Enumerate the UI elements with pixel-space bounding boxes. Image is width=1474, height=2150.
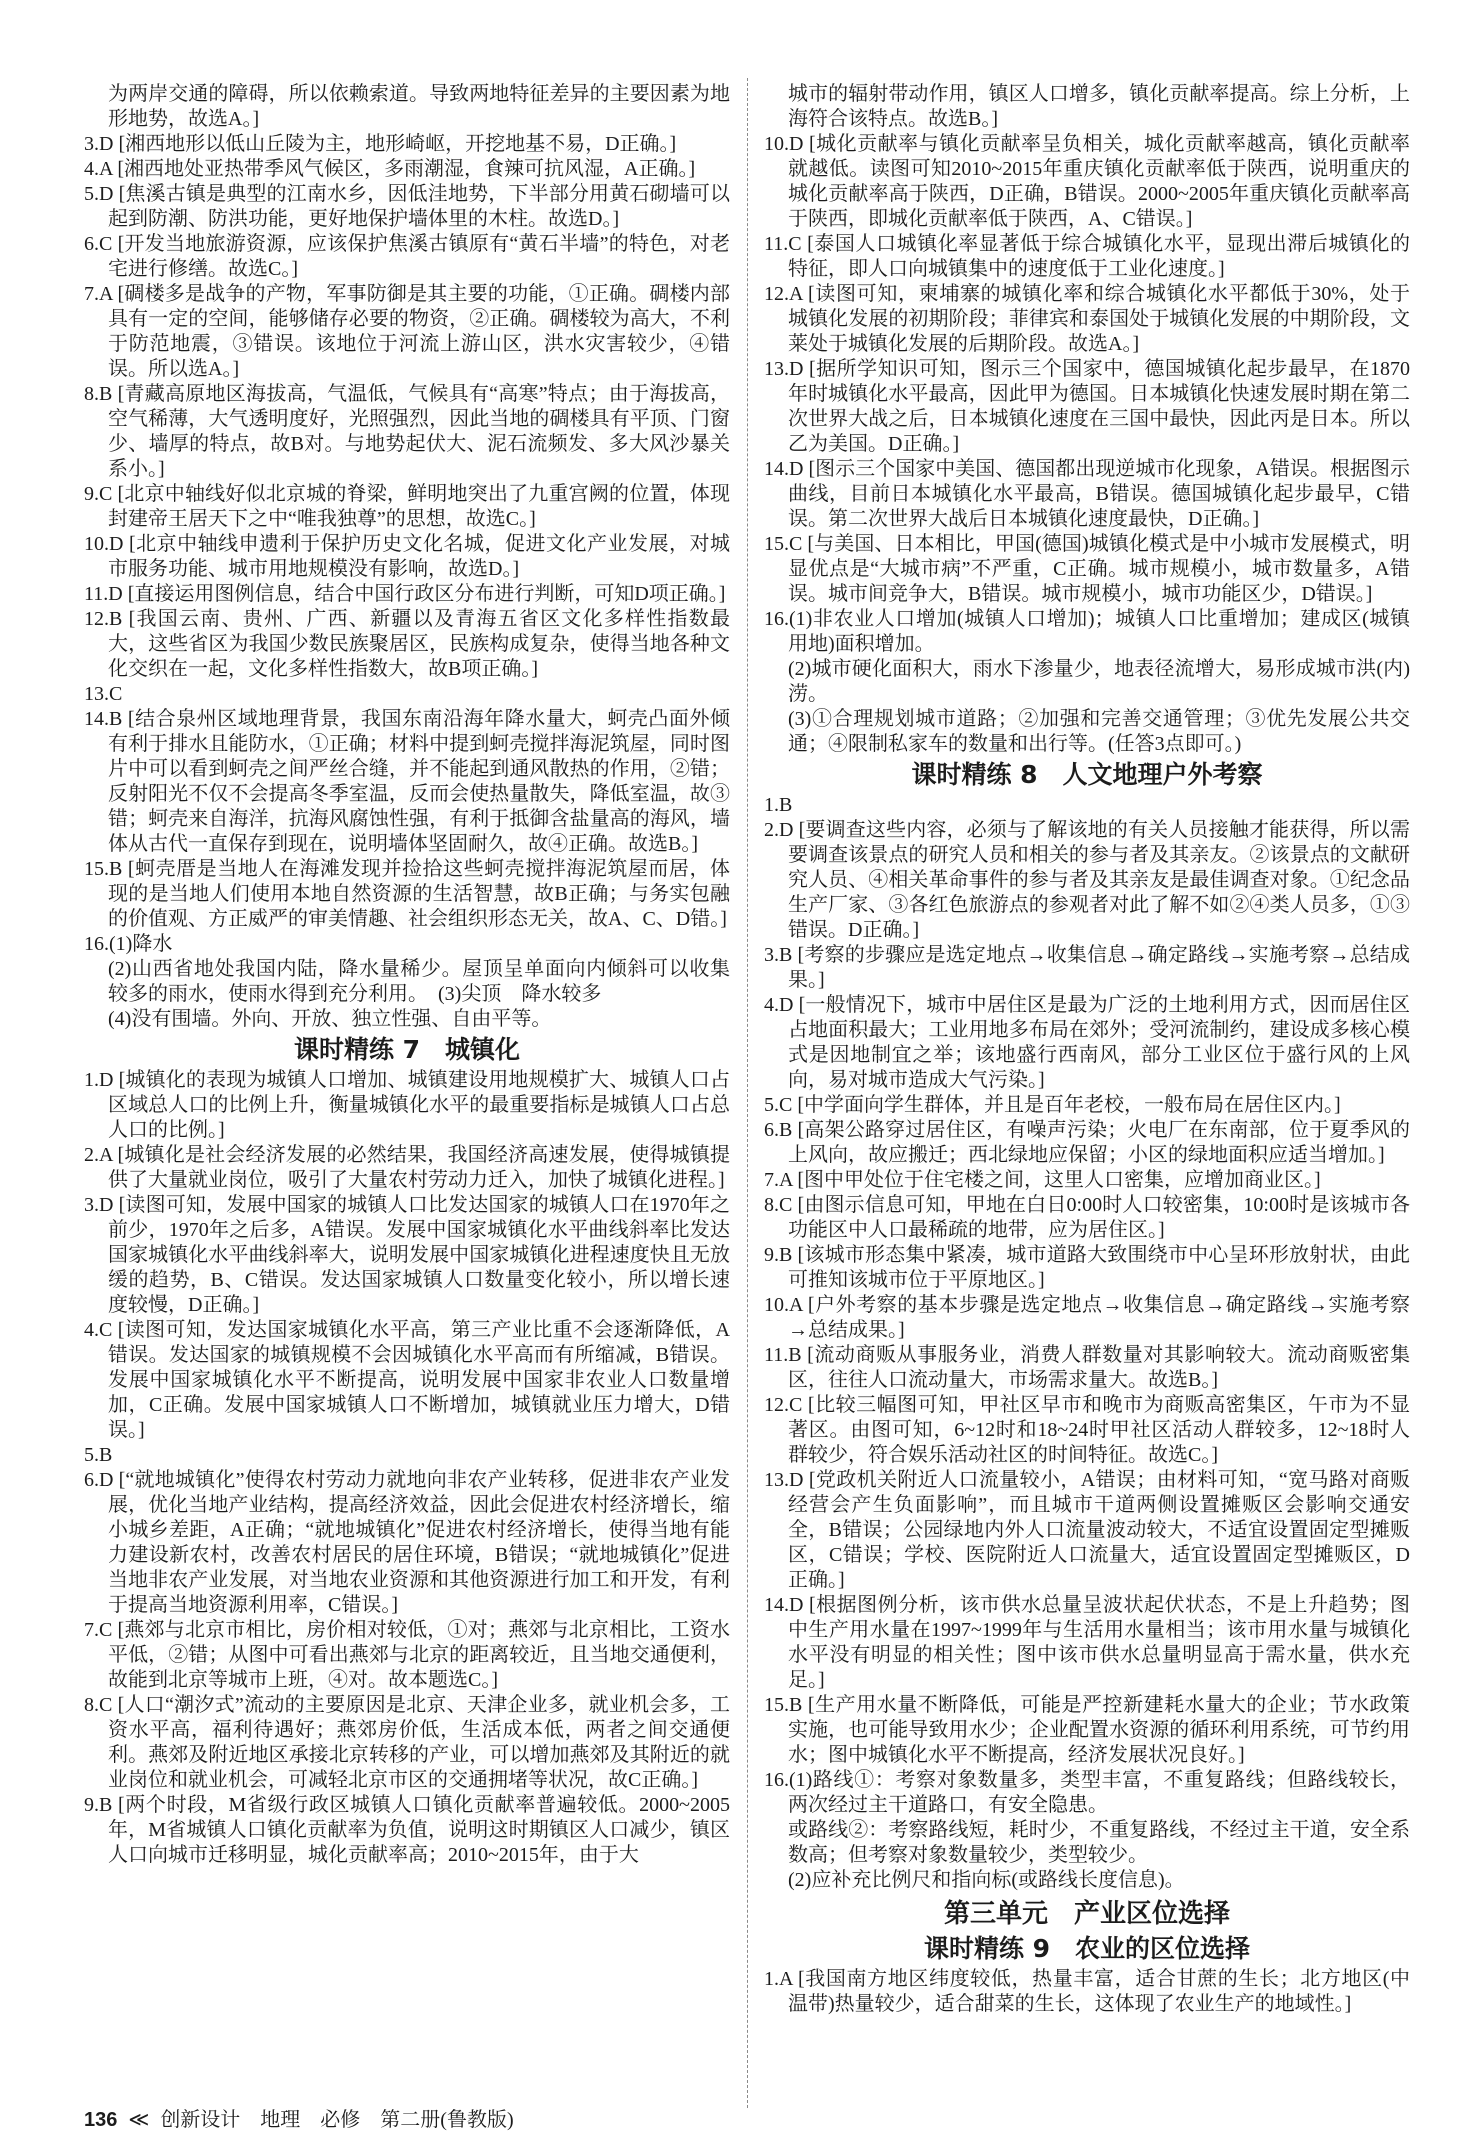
answer-item: 13.D [党政机关附近人口流量较小，A错误；由材料可知，“宽马路对商贩经营会产生负面影响”，而且城市干道两侧设置摊贩区会影响交通安全，B错误；公园绿地内外人口流量波动较大，不适宜设置固定型摊贩区，C错误；学校、医院附近人口流量大，适宜设置固定型摊贩区，D正确。] — [764, 1469, 1410, 1591]
answer-item: 6.C [开发当地旅游资源，应该保护焦溪古镇原有“黄石半墙”的特色，对老宅进行修缮。故选C。] — [84, 233, 730, 280]
answer-subpart: (4)没有围墙。外向、开放、独立性强、自由平等。 — [108, 1008, 552, 1030]
answer-item: 9.B [该城市形态集中紧凑，城市道路大致围绕市中心呈环形放射状，由此可推知该城市位于平原地区。] — [764, 1244, 1410, 1291]
answer-item: 6.D [“就地城镇化”使得农村劳动力就地向非农产业转移，促进非农产业发展，优化当地产业结构，提高经济效益，因此会促进农村经济增长，缩小城乡差距，A正确；“就地城镇化”促进农村经济增长，使得当地有能力建设新农村，改善农村居民的居住环境，B错误；“就地城镇化”促进当地非农产业发展，对当地农业资源和其他资源进行加工和开发，有利于提高当地资源利用率，C错误。] — [84, 1469, 730, 1616]
answer-item: 11.D [直接运用图例信息，结合中国行政区分布进行判断，可知D项正确。] — [84, 583, 726, 605]
answer-item: 15.C [与美国、日本相比，甲国(德国)城镇化模式是中小城市发展模式，明显优点是“大城市病”不严重，C正确。城市规模小，城市数量多，A错误。城市间竞争大，B错误。城市规模小，城市功能区少，D错误。] — [764, 533, 1410, 605]
answer-item: 11.B [流动商贩从事服务业，消费人群数量对其影响较大。流动商贩密集区，往往人口流动量大，市场需求量大。故选B。] — [764, 1344, 1410, 1391]
answer-item: 2.A [城镇化是社会经济发展的必然结果，我国经济高速发展，使得城镇提供了大量就业岗位，吸引了大量农村劳动力迁入，加快了城镇化进程。] — [84, 1144, 730, 1191]
answer-item: 12.C [比较三幅图可知，甲社区早市和晚市为商贩高密集区，午市为不显著区。由图可知，6~12时和18~24时甲社区活动人群较多，12~18时人群较少，符合娱乐活动社区的时间特征。故选C。] — [764, 1394, 1410, 1466]
answer-item: 2.D [要调查这些内容，必须与了解该地的有关人员接触才能获得，所以需要调查该景点的研究人员和相关的参与者及其亲友。②该景点的文献研究人员、④相关革命事件的参与者及其亲友是最佳调查对象。①纪念品生产厂家、③各红色旅游点的参观者对此了解不如②④类人员多，①③错误。D正确。] — [764, 819, 1410, 941]
answer-subpart: (3)①合理规划城市道路；②加强和完善交通管理；③优先发展公共交通；④限制私家车的数量和出行等。(任答3点即可。) — [788, 708, 1410, 755]
answer-item: 9.B [两个时段，M省级行政区城镇人口镇化贡献率普遍较低。2000~2005年，M省城镇人口镇化贡献率为负值，说明这时期镇区人口减少，镇区人口向城市迁移明显，城化贡献率高；2010~2015年，由于大 — [84, 1794, 730, 1866]
answer-item: 11.C [泰国人口城镇化率显著低于综合城镇化水平，显现出滞后城镇化的特征，即人口向城镇集中的速度低于工业化速度。] — [764, 233, 1410, 280]
right-column — [764, 82, 1410, 2017]
answer-item: 1.A [我国南方地区纬度较低，热量丰富，适合甘蔗的生长；北方地区(中温带)热量较少，适合甜菜的生长，这体现了农业生产的地域性。] — [764, 1968, 1410, 2015]
answer-subpart: (2)应补充比例尺和指向标(或路线长度信息)。 — [788, 1869, 1185, 1891]
answer-item: 15.B [蚵壳厝是当地人在海滩发现并捡拾这些蚵壳搅拌海泥筑屋而居，体现的是当地人们使用本地自然资源的生活智慧，故B正确；与务实包融的价值观、方正威严的审美情趣、社会组织形态无关，故A、C、D错。] — [84, 858, 730, 930]
answer-item: 5.D [焦溪古镇是典型的江南水乡，因低洼地势，下半部分用黄石砌墙可以起到防潮、防洪功能，更好地保护墙体里的木柱。故选D。] — [84, 183, 730, 230]
unit-heading-3: 第三单元 产业区位选择 — [943, 1899, 1230, 1929]
answer-item: 9.C [北京中轴线好似北京城的脊梁，鲜明地突出了九重宫阙的位置，体现封建帝王居天下之中“唯我独尊”的思想，故选C。] — [84, 483, 730, 530]
answer-item: 4.D [一般情况下，城市中居住区是最为广泛的土地利用方式，因而居住区占地面积最大；工业用地多布局在郊外；受河流制约，建设成多核心模式是因地制宜之举；该地盛行西南风，部分工业区位于盛行风的上风向，易对城市造成大气污染。] — [764, 994, 1410, 1091]
book-info: 创新设计 地理 必修 第二册(鲁教版) — [160, 2109, 514, 2131]
answer-item: 12.B [我国云南、贵州、广西、新疆以及青海五省区文化多样性指数最大，这些省区为我国少数民族聚居区，民族构成复杂，使得当地各种文化交织在一起，文化多样性指数大，故B项正确。] — [84, 608, 730, 680]
answer-item: 16.(1)降水 — [84, 933, 173, 955]
answer-item: 5.C [中学面向学生群体，并且是百年老校，一般布局在居住区内。] — [764, 1094, 1341, 1116]
answer-item: 1.D [城镇化的表现为城镇人口增加、城镇建设用地规模扩大、城镇人口占区域总人口的比例上升，衡量城镇化水平的最重要指标是城镇人口占总人口的比例。] — [84, 1069, 730, 1141]
answer-continuation: 为两岸交通的障碍，所以依赖索道。导致两地特征差异的主要因素为地形地势，故选A。] — [108, 83, 730, 130]
answer-item: 10.D [城化贡献率与镇化贡献率呈负相关，城化贡献率越高，镇化贡献率就越低。读图可知2010~2015年重庆镇化贡献率低于陕西，说明重庆的城化贡献率高于陕西，D正确，B错误。2000~2005年重庆镇化贡献率高于陕西，即城化贡献率低于陕西，A、C错误。] — [764, 133, 1410, 230]
answer-item: 7.A [图中甲处位于住宅楼之间，这里人口密集，应增加商业区。] — [764, 1169, 1321, 1191]
answer-item: 14.D [图示三个国家中美国、德国都出现逆城市化现象，A错误。根据图示曲线，目前日本城镇化水平最高，B错误。德国城镇化起步最早，C错误。第二次世界大战后日本城镇化速度最快，D正确。] — [764, 458, 1410, 530]
answer-item: 6.B [高架公路穿过居住区，有噪声污染；火电厂在东南部，位于夏季风的上风向，故应搬迁；西北绿地应保留；小区的绿地面积应适当增加。] — [764, 1119, 1410, 1166]
answer-item: 4.C [读图可知，发达国家城镇化水平高，第三产业比重不会逐渐降低，A错误。发达国家的城镇规模不会因城镇化水平高而有所缩减，B错误。发展中国家城镇化水平不断提高，说明发展中国家非农业人口数量增加，C正确。发展中国家城镇人口不断增加，城镇就业压力增大，D错误。] — [84, 1319, 730, 1441]
answer-item: 8.C [由图示信息可知，甲地在白日0:00时人口较密集，10:00时是该城市各功能区中人口最稀疏的地带，应为居住区。] — [764, 1194, 1410, 1241]
answer-item: 12.A [读图可知，柬埔寨的城镇化率和综合城镇化水平都低于30%，处于城镇化发展的初期阶段；菲律宾和泰国处于城镇化发展的中期阶段，文莱处于城镇化发展的后期阶段。故选A。] — [764, 283, 1410, 355]
answer-subpart: (2)山西省地处我国内陆，降水量稀少。屋顶呈单面向内倾斜可以收集较多的雨水，使雨水得到充分利用。 (3)尖顶 降水较多 — [108, 958, 730, 1005]
answer-item: 14.B [结合泉州区域地理背景，我国东南沿海年降水量大，蚵壳凸面外倾有利于排水且能防水，①正确；材料中提到蚵壳搅拌海泥筑屋，同时图片中可以看到蚵壳之间严丝合缝，并不能起到通风散热的作用，②错；反射阳光不仅不会提高冬季室温，反而会使热量散失，降低室温，故③错；蚵壳来自海洋，抗海风腐蚀性强，有利于抵御含盐量高的海风，墙体从古代一直保存到现在，说明墙体坚固耐久，故④正确。故选B。] — [84, 708, 730, 855]
answer-item: 1.B — [764, 794, 793, 816]
answer-item: 16.(1)路线①：考察对象数量多，类型丰富，不重复路线；但路线较长，两次经过主干道路口，有安全隐患。 — [764, 1769, 1410, 1816]
answer-item: 15.B [生产用水量不断降低，可能是严控新建耗水量大的企业；节水政策实施，也可能导致用水少；企业配置水资源的循环利用系统，可节约用水；图中城镇化水平不断提高，经济发展状况良好。] — [764, 1694, 1410, 1766]
answer-subpart: (2)城市硬化面积大，雨水下渗量少，地表径流增大，易形成城市洪(内)涝。 — [788, 658, 1410, 705]
answer-item: 5.B — [84, 1444, 113, 1466]
answer-item: 13.C — [84, 683, 123, 705]
answer-item: 14.D [根据图例分析，该市供水总量呈波状起伏状态，不是上升趋势；图中生产用水量在1997~1999年与生活用水量相当；该市用水量与城镇化水平没有明显的相关性；图中该市供水总量明显高于需水量，供水充足。] — [764, 1594, 1410, 1691]
answer-item: 8.B [青藏高原地区海拔高，气温低，气候具有“高寒”特点；由于海拔高，空气稀薄，大气透明度好，光照强烈，因此当地的碉楼具有平顶、门窗少、墙厚的特点，故B对。与地势起伏大、泥石流频发、多大风沙暴关系小。] — [84, 383, 730, 480]
answer-item: 10.D [北京中轴线申遗利于保护历史文化名城，促进文化产业发展，对城市服务功能、城市用地规模没有影响，故选D。] — [84, 533, 730, 580]
answer-item: 10.A [户外考察的基本步骤是选定地点→收集信息→确定路线→实施考察→总结成果。] — [764, 1294, 1410, 1341]
answer-item: 16.(1)非农业人口增加(城镇人口增加)；城镇人口比重增加；建成区(城镇用地)面积增加。 — [764, 608, 1410, 655]
answer-item: 13.D [据所学知识可知，图示三个国家中，德国城镇化起步最早，在1870年时城镇化水平最高，因此甲为德国。日本城镇化快速发展时期在第二次世界大战之后，日本城镇化速度在三国中最快，因此丙是日本。所以乙为美国。D正确。] — [764, 358, 1410, 455]
answer-item: 7.C [燕郊与北京市相比，房价相对较低，①对；燕郊与北京相比，工资水平低，②错；从图中可看出燕郊与北京的距离较近，且当地交通便利，故能到北京等城市上班，④对。故本题选C。] — [84, 1619, 730, 1691]
section-heading-8: 课时精练 8 人文地理户外考察 — [911, 760, 1263, 789]
answer-item: 3.D [读图可知，发展中国家的城镇人口比发达国家的城镇人口在1970年之前少，1970年之后多，A错误。发展中国家城镇化水平曲线斜率比发达国家城镇化水平曲线斜率大，说明发展中国家城镇化进程速度快且无放缓的趋势，B、C错误。发达国家城镇人口数量变化较小，所以增长速度较慢，D正确。] — [84, 1194, 730, 1316]
left-column — [84, 82, 730, 1868]
answer-item: 3.D [湘西地形以低山丘陵为主，地形崎岖，开挖地基不易，D正确。] — [84, 133, 677, 155]
page-number: 136 — [84, 2109, 118, 2131]
section-heading-9: 课时精练 9 农业的区位选择 — [923, 1934, 1251, 1963]
answer-subpart: 或路线②：考察路线短，耗时少，不重复路线，不经过主干道，安全系数高；但考察对象数量较少，类型较少。 — [788, 1819, 1410, 1866]
column-divider — [747, 78, 748, 2108]
answer-item: 8.C [人口“潮汐式”流动的主要原因是北京、天津企业多，就业机会多，工资水平高，福利待遇好；燕郊房价低，生活成本低，两者之间交通便利。燕郊及附近地区承接北京转移的产业，可以增加燕郊及其附近的就业岗位和就业机会，可减轻北京市区的交通拥堵等状况，故C正确。] — [84, 1694, 730, 1791]
answer-item: 4.A [湘西地处亚热带季风气候区，多雨潮湿，食辣可抗风湿，A正确。] — [84, 158, 696, 180]
section-heading-7: 课时精练 7 城镇化 — [293, 1035, 521, 1064]
answer-continuation: 城市的辐射带动作用，镇区人口增多，镇化贡献率提高。综上分析，上海符合该特点。故选B。] — [788, 83, 1410, 130]
double-chevron-left-icon — [128, 2109, 149, 2131]
answer-item: 7.A [碉楼多是战争的产物，军事防御是其主要的功能，①正确。碉楼内部具有一定的空间，能够储存必要的物资，②正确。碉楼较为高大，不利于防范地震，③错误。该地位于河流上游山区，洪水灾害较少，④错误。所以选A。] — [84, 283, 730, 380]
answer-item: 3.B [考察的步骤应是选定地点→收集信息→确定路线→实施考察→总结成果。] — [764, 944, 1410, 991]
page-footer — [84, 2106, 514, 2134]
